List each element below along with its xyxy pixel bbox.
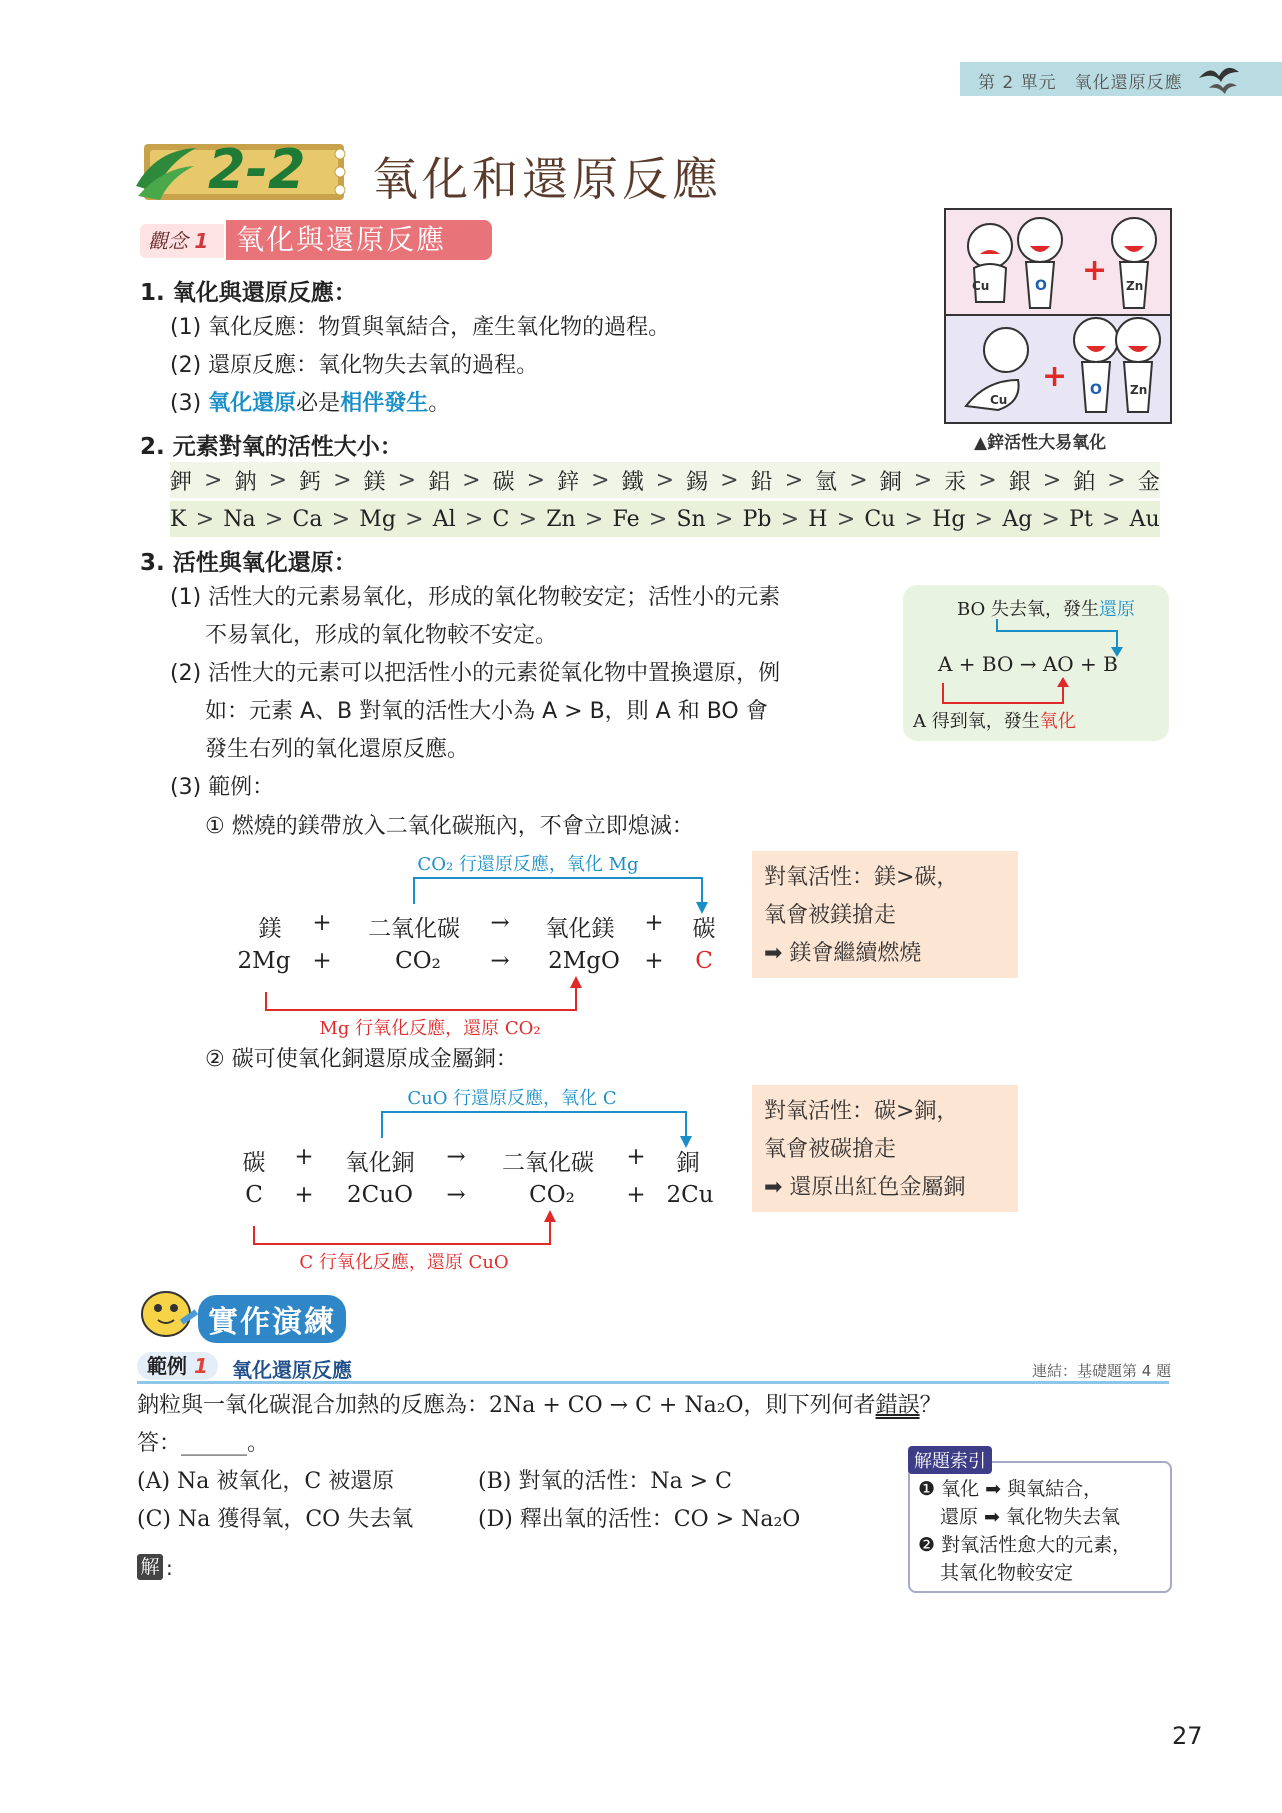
series-symbol-gt-12: > [974,506,994,532]
series-name-gt-2: > [333,467,352,493]
cartoon-illustration [944,208,1172,424]
cartoon-o-top: O [1035,278,1047,294]
r2-formula-1: + [294,1182,314,1208]
item-1-3-end: 。 [428,391,451,416]
r1-formula-4: 2MgO [548,948,620,974]
r1-formula-6: C [695,948,713,974]
series-symbol-2: Ca [292,506,323,532]
concept-tag-text: 觀念 [148,229,188,253]
option-a[interactable]: (A) Na 被氧化，C 被還原 [137,1469,395,1494]
series-name-5: 碳 [492,469,515,495]
redox-box-bottom-term: 氧化 [1039,711,1076,732]
item-1-2: (2) 還原反應：氧化物失去氧的過程。 [170,353,539,378]
series-symbol-gt-9: > [780,506,800,532]
r1-name-6: 碳 [692,916,716,942]
note-box-2 [752,1085,1018,1212]
item-1-3-mid: 必是 [296,391,341,416]
question-text: 鈉粒與一氧化碳混合加熱的反應為：2Na + CO → C + Na₂O，則下列何者 [137,1393,876,1418]
series-name-12: 汞 [944,469,967,495]
item-3-1-line1: (1) 活性大的元素易氧化，形成的氧化物較安定；活性小的元素 [170,585,781,610]
practice-title: 實作演練 [198,1295,346,1343]
series-symbol-12: Hg [932,506,966,532]
cartoon-cu-bottom: Cu [990,393,1008,407]
mascot-icon [136,1284,202,1340]
redox-box-bottom-text: A 得到氧，發生 [913,711,1040,732]
series-symbol-gt-4: > [464,506,484,532]
cartoon-zn-bottom: Zn [1130,383,1148,397]
unit-label: 第 2 單元 [978,73,1057,93]
example-tag-text: 範例 [147,1354,187,1378]
note-1-line-3: ➡ 鎂會繼續燃燒 [764,941,922,966]
series-name-8: 錫 [686,469,709,495]
solve-icon: 解 [137,1554,163,1580]
r1-formula-5: + [644,948,664,974]
r2-name-6: 銅 [676,1150,700,1176]
series-name-4: 鋁 [428,469,451,495]
r2-name-4: 二氧化碳 [502,1150,594,1176]
option-b[interactable]: (B) 對氧的活性：Na > C [478,1469,732,1494]
series-symbol-gt-13: > [1041,506,1060,532]
series-symbol-10: H [808,506,828,532]
r2-name-0: 碳 [242,1150,266,1176]
series-symbol-gt-6: > [584,506,604,532]
series-name-14: 鉑 [1073,469,1096,495]
item-3-1-line2: 不易氧化，形成的氧化物較不安定。 [205,623,558,648]
series-name-13: 銀 [1008,469,1031,495]
series-name-7: 鐵 [621,469,644,495]
series-symbol-6: Zn [546,506,576,532]
option-d[interactable]: (D) 釋出氧的活性：CO > Na₂O [478,1507,801,1532]
reaction-2-bottom-annotation: C 行氧化反應，還原 CuO [299,1252,509,1273]
redox-box-bottom [913,707,1076,733]
series-symbol-5: C [492,506,510,532]
series-name-9: 鉛 [750,469,773,495]
reaction-2 [220,1080,740,1280]
series-name-gt-10: > [849,467,868,493]
series-symbol-gt-1: > [264,506,284,532]
cartoon-plus-top: + [1082,253,1108,288]
r2-name-3: → [446,1144,466,1170]
concept-number: 1 [194,229,209,253]
note-1-line-1: 對氧活性：鎂>碳， [764,865,959,890]
term-redox: 氧化還原 [208,391,297,416]
r1-name-1: + [312,910,332,936]
tip-3: ❷ 對氧活性愈大的元素， [918,1534,1132,1556]
redox-explanation-box [903,585,1169,741]
r2-formula-2: 2CuO [347,1182,413,1208]
r2-name-2: 氧化銅 [345,1150,415,1176]
r2-formula-6: 2Cu [666,1182,714,1208]
item-1-3-prefix: (3) [170,391,209,416]
activity-series-symbols [170,501,1160,537]
series-name-0: 鉀 [170,469,193,495]
cartoon-zn-top: Zn [1126,279,1144,293]
heading-1: 1. 氧化與還原反應： [140,280,357,306]
series-name-gt-4: > [462,467,481,493]
note-2-line-2: 氧會被碳搶走 [764,1137,897,1162]
series-name-gt-14: > [1107,467,1126,493]
series-symbol-gt-11: > [904,506,923,532]
item-3-2-line1: (2) 活性大的元素可以把活性小的元素從氧化物中置換還原，例 [170,661,781,686]
concept-title: 氧化與還原反應 [226,220,492,260]
series-symbol-gt-3: > [405,506,424,532]
item-3-2-line2: 如：元素 A、B 對氧的活性大小為 A > B，則 A 和 BO 會 [205,699,768,724]
reaction-1-top-annotation: CO₂ 行還原反應，氧化 Mg [417,854,639,875]
heading-3: 3. 活性與氧化還原： [140,550,357,576]
series-name-gt-9: > [784,467,804,493]
series-symbol-gt-5: > [518,506,538,532]
tip-1: ❶ 氧化 ➡ 與氧結合， [918,1478,1103,1500]
example-2-label: ② 碳可使氧化銅還原成金屬銅： [205,1047,518,1072]
activity-series-names [170,462,1160,498]
question [137,1390,942,1422]
series-symbol-gt-0: > [195,506,215,532]
series-name-gt-13: > [1042,467,1062,493]
series-name-gt-8: > [720,467,739,493]
bird-icon [1195,58,1243,98]
r2-formula-0: C [245,1182,263,1208]
r1-formula-2: CO₂ [395,948,441,974]
redox-box-top-term: 還原 [1099,599,1136,620]
series-symbol-8: Sn [676,506,706,532]
series-name-15: 金 [1137,469,1160,495]
series-name-gt-12: > [978,467,997,493]
page-number: 27 [1172,1722,1203,1750]
running-header [978,68,1201,93]
r1-name-4: 氧化鎂 [545,916,615,942]
series-symbol-gt-8: > [714,506,734,532]
series-symbol-13: Ag [1002,506,1033,532]
series-symbol-gt-14: > [1102,506,1121,532]
question-keyword: 錯誤 [875,1393,920,1418]
tips-box [908,1461,1172,1593]
cartoon-o-bottom: O [1090,382,1102,398]
r2-formula-5: + [626,1182,646,1208]
series-symbol-1: Na [223,506,256,532]
series-name-2: 鈣 [299,469,322,495]
r2-name-5: + [626,1144,646,1170]
series-name-gt-0: > [204,467,223,493]
series-name-6: 鋅 [557,469,580,495]
option-c[interactable]: (C) Na 獲得氧，CO 失去氧 [137,1507,414,1532]
series-symbol-gt-2: > [331,506,351,532]
item-3-3: (3) 範例： [170,775,275,800]
cartoon-plus-bottom: + [1042,359,1068,394]
cartoon-caption: ▲鋅活性大易氧化 [974,433,1107,453]
example-number: 1 [193,1354,208,1378]
item-3-2-line3: 發生右列的氧化還原反應。 [205,737,470,762]
cartoon-cu-top: Cu [972,279,990,293]
series-symbol-gt-10: > [836,506,856,532]
topic-label: 氧化還原反應 [1074,73,1183,93]
redox-box-equation: A + BO → AO + B [938,652,1118,676]
term-concurrent: 相伴發生 [340,391,429,416]
note-2-line-1: 對氧活性：碳>銅， [764,1099,959,1124]
r1-formula-0: 2Mg [237,948,291,974]
section-number: 2-2 [208,138,306,201]
series-symbol-gt-7: > [648,506,668,532]
reaction-1 [220,846,740,1046]
reaction-2-top-annotation: CuO 行還原反應，氧化 C [407,1088,617,1109]
r1-name-5: + [644,910,664,936]
series-symbol-7: Fe [612,506,640,532]
example-title: 氧化還原反應 [232,1358,352,1382]
section-title: 氧化和還原反應 [372,152,722,206]
r2-name-1: + [294,1144,314,1170]
series-symbol-9: Pb [742,506,772,532]
series-name-3: 鎂 [363,469,386,495]
example-tag [137,1352,218,1380]
note-2-line-3: ➡ 還原出紅色金屬銅 [764,1175,966,1200]
r1-name-0: 鎂 [258,916,282,942]
r1-name-2: 二氧化碳 [368,916,460,942]
series-symbol-3: Mg [359,506,396,532]
series-name-gt-6: > [591,467,610,493]
series-name-11: 銅 [879,469,902,495]
series-name-gt-7: > [655,467,675,493]
series-symbol-4: Al [432,506,456,532]
series-symbol-15: Au [1129,506,1160,532]
tip-2: 還原 ➡ 氧化物失去氧 [940,1506,1120,1528]
question-end: ？ [919,1393,942,1418]
r1-formula-3: → [490,948,510,974]
series-name-gt-1: > [268,467,287,493]
solve-colon: : [166,1556,173,1580]
series-name-gt-5: > [526,467,546,493]
item-1-1: (1) 氧化反應：物質與氧結合，產生氧化物的過程。 [170,315,671,340]
r2-formula-4: CO₂ [529,1182,575,1208]
note-box-1 [752,851,1018,978]
reaction-1-bottom-annotation: Mg 行氧化反應，還原 CO₂ [319,1018,541,1039]
series-name-10: 氫 [815,469,838,495]
note-1-line-2: 氧會被鎂搶走 [764,903,897,928]
tip-4: 其氧化物較安定 [940,1562,1074,1584]
heading-2: 2. 元素對氧的活性大小： [140,434,403,460]
r1-formula-1: + [312,948,332,974]
series-symbol-0: K [170,506,187,532]
item-1-3 [170,388,450,420]
r2-formula-3: → [446,1182,466,1208]
series-name-gt-11: > [913,467,933,493]
r1-name-3: → [490,910,510,936]
series-symbol-14: Pt [1069,506,1093,532]
series-name-1: 鈉 [234,469,257,495]
tips-label: 解題索引 [908,1446,992,1474]
answer-blank[interactable]: 答：______。 [137,1431,270,1456]
series-symbol-11: Cu [864,506,896,532]
example-1-label: ① 燃燒的鎂帶放入二氧化碳瓶內，不會立即熄滅： [205,814,694,839]
redox-box-top-text: BO 失去氧，發生 [957,599,1100,620]
example-link[interactable]: 連結：基礎題第 4 題 [1032,1362,1172,1380]
concept-tag [140,224,224,258]
series-name-gt-3: > [397,467,417,493]
